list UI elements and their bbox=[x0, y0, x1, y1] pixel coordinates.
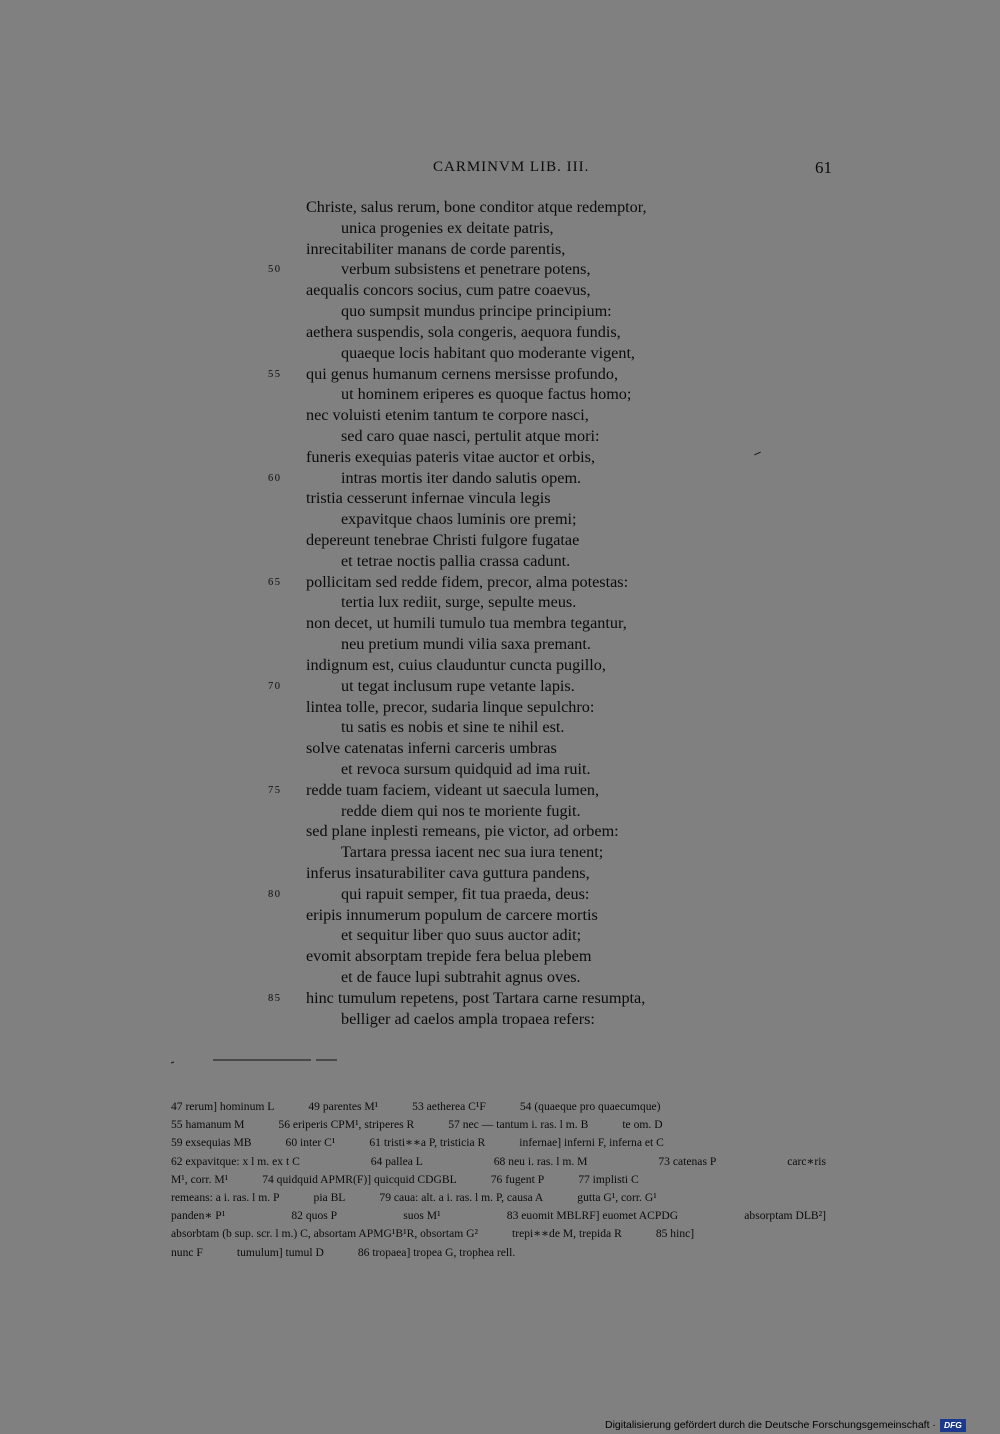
verse-line bbox=[0, 925, 1000, 946]
verse-text: expavitque chaos luminis ore premi; bbox=[341, 510, 577, 529]
apparatus-line bbox=[171, 1134, 831, 1152]
verse-text: solve catenatas inferni carceris umbras bbox=[306, 739, 557, 758]
verse-text: redde diem qui nos te moriente fugit. bbox=[341, 801, 581, 820]
apparatus-entry: 49 parentes M¹ bbox=[308, 1100, 379, 1113]
apparatus-entry: pia BL bbox=[313, 1190, 346, 1204]
apparatus-entry: suos M¹ bbox=[403, 1209, 441, 1223]
verse-text: tristia cesserunt infernae vincula legis bbox=[306, 489, 551, 508]
verse-text: ut tegat inclusum rupe vetante lapis. bbox=[341, 676, 575, 695]
verse-text: verbum subsistens et penetrare potens, bbox=[341, 260, 591, 279]
verse-text: Tartara pressa iacent nec sua iura tenent; bbox=[341, 843, 604, 862]
verse-text: quaeque locis habitant quo moderante vigent, bbox=[341, 343, 635, 362]
verse-text: pollicitam sed redde fidem, precor, alma potestas: bbox=[306, 572, 629, 591]
apparatus-line bbox=[171, 1171, 831, 1189]
verse-line bbox=[0, 197, 1000, 218]
verse-line bbox=[0, 676, 1000, 697]
verse-line bbox=[0, 592, 1000, 613]
verse-text: neu pretium mundi vilia saxa premant. bbox=[341, 635, 591, 654]
verse-text: unica progenies ex deitate patris, bbox=[341, 218, 554, 237]
verse-text: eripis innumerum populum de carcere mortis bbox=[306, 905, 598, 924]
line-number: 75 bbox=[268, 784, 282, 796]
verse-line bbox=[0, 946, 1000, 967]
verse-line bbox=[0, 655, 1000, 676]
verse-line bbox=[0, 697, 1000, 718]
verse-text: nec voluisti etenim tantum te corpore nasci, bbox=[306, 406, 589, 425]
apparatus-line bbox=[171, 1098, 831, 1116]
verse-text: et tetrae noctis pallia crassa cadunt. bbox=[341, 551, 571, 570]
verse-line bbox=[0, 801, 1000, 822]
apparatus-entry: 57 nec — tantum i. ras. l m. B bbox=[448, 1118, 589, 1132]
verse-text: redde tuam faciem, videant ut saecula lumen, bbox=[306, 780, 600, 799]
verse-line bbox=[0, 301, 1000, 322]
apparatus-entry: absorbtam (b sup. scr. l m.) C, absortam APMG¹B¹R, obsortam G² bbox=[171, 1227, 479, 1241]
apparatus-entry: 56 eriperis CPM¹, striperes R bbox=[278, 1118, 415, 1132]
apparatus-line bbox=[171, 1244, 831, 1262]
verse-line bbox=[0, 509, 1000, 530]
apparatus-entry: 82 quos P bbox=[291, 1209, 338, 1223]
verse-text: Christe, salus rerum, bone conditor atque redemptor, bbox=[306, 198, 647, 216]
verse-text: aequalis concors socius, cum patre coaevus, bbox=[306, 281, 591, 300]
verse-line bbox=[0, 322, 1000, 343]
verse-line bbox=[0, 738, 1000, 759]
verse-line bbox=[0, 634, 1000, 655]
verse-line bbox=[0, 239, 1000, 260]
apparatus-line bbox=[171, 1207, 831, 1225]
verse-line bbox=[0, 551, 1000, 572]
verse-line bbox=[0, 967, 1000, 988]
verse-line bbox=[0, 530, 1000, 551]
apparatus-entry: 76 fugent P bbox=[490, 1172, 545, 1186]
verse-text: quo sumpsit mundus principe principium: bbox=[341, 302, 612, 321]
verse-line bbox=[0, 905, 1000, 926]
line-number: 55 bbox=[268, 368, 282, 380]
verse-line bbox=[0, 405, 1000, 426]
verse-line bbox=[0, 842, 1000, 863]
verse-line bbox=[0, 218, 1000, 239]
verse-line bbox=[0, 717, 1000, 738]
line-number: 50 bbox=[268, 264, 282, 276]
verse-text: inferus insaturabiliter cava guttura pandens, bbox=[306, 864, 590, 882]
verse-text: et revoca sursum quidquid ad ima ruit. bbox=[341, 759, 591, 778]
verse-text: indignum est, cuius clauduntur cuncta pugillo, bbox=[306, 655, 606, 674]
apparatus-entry: 74 quidquid APMR(F)] quicquid CDGBL bbox=[262, 1172, 457, 1186]
apparatus-entry: 54 (quaeque pro quaecumque) bbox=[519, 1100, 661, 1113]
apparatus-entry: 62 expavitque: x l m. ex t C bbox=[171, 1154, 300, 1168]
apparatus-entry: 64 pallea L bbox=[370, 1154, 423, 1168]
apparatus-line bbox=[171, 1189, 831, 1207]
verse-text: lintea tolle, precor, sudaria linque sepulchro: bbox=[306, 697, 595, 716]
apparatus-entry: 79 caua: alt. a i. ras. l m. P, causa A bbox=[379, 1190, 544, 1204]
running-header: CARMINVM LIB. III. bbox=[433, 159, 590, 175]
apparatus-entry: gutta G¹, corr. G¹ bbox=[577, 1190, 657, 1204]
verse-text: sed plane inplesti remeans, pie victor, ad orbem: bbox=[306, 822, 619, 841]
verse-line bbox=[0, 821, 1000, 842]
verse-text: evomit absorptam trepide fera belua plebem bbox=[306, 947, 592, 966]
apparatus-entry: M¹, corr. M¹ bbox=[171, 1172, 229, 1186]
verse-line bbox=[0, 884, 1000, 905]
apparatus-entry: infernae] inferni F, inferna et C bbox=[519, 1136, 664, 1150]
apparatus-entry: tumulum] tumul D bbox=[236, 1245, 324, 1259]
verse-line bbox=[0, 863, 1000, 884]
verse-line bbox=[0, 447, 1000, 468]
apparatus-entry: 61 tristi∗∗a P, tristicia R bbox=[369, 1136, 486, 1150]
apparatus-entry: 73 catenas P bbox=[658, 1154, 717, 1168]
verse-line bbox=[0, 1009, 1000, 1030]
apparatus-entry: 83 euomit MBLRF] euomet ACPDG bbox=[506, 1209, 679, 1223]
apparatus-entry: te om. D bbox=[622, 1118, 663, 1132]
verse-text: depereunt tenebrae Christi fulgore fugatae bbox=[306, 531, 580, 549]
verse-line bbox=[0, 426, 1000, 447]
apparatus-entry: remeans: a i. ras. l m. P bbox=[171, 1190, 280, 1204]
verse-line bbox=[0, 613, 1000, 634]
verse-line bbox=[0, 343, 1000, 364]
verse-line bbox=[0, 572, 1000, 593]
footer-text: Digitalisierung gefördert durch die Deutsche Forschungsgemeinschaft · bbox=[605, 1419, 936, 1431]
verse-text: inrecitabiliter manans de corde parentis, bbox=[306, 239, 566, 258]
verse-text: tu satis es nobis et sine te nihil est. bbox=[341, 718, 565, 737]
footer-credit bbox=[605, 1418, 966, 1432]
verse-line bbox=[0, 759, 1000, 780]
verse-text: hinc tumulum repetens, post Tartara carne resumpta, bbox=[306, 988, 646, 1007]
apparatus-entry: absorptam DLB²] bbox=[744, 1209, 826, 1223]
line-number: 60 bbox=[268, 472, 282, 484]
verse-text: belliger ad caelos ampla tropaea refers: bbox=[341, 1009, 595, 1028]
verse-text: funeris exequias pateris vitae auctor et orbis, bbox=[306, 447, 596, 466]
apparatus-entry: 85 hinc] bbox=[655, 1227, 695, 1241]
apparatus-entry: 86 tropaea] tropea G, trophea rell. bbox=[357, 1245, 516, 1259]
footnote-separator bbox=[171, 1057, 338, 1065]
verse-line bbox=[0, 280, 1000, 301]
separator-dash bbox=[171, 1062, 174, 1063]
verse-text: sed caro quae nasci, pertulit atque mori: bbox=[341, 426, 600, 445]
poem-text bbox=[0, 197, 1000, 1030]
verse-text: et de fauce lupi subtrahit agnus oves. bbox=[341, 968, 581, 987]
apparatus-entry: 68 neu i. ras. l m. M bbox=[493, 1154, 588, 1168]
verse-text: tertia lux rediit, surge, sepulte meus. bbox=[341, 593, 577, 612]
verse-text: aethera suspendis, sola congeris, aequora fundis, bbox=[306, 322, 621, 341]
verse-line bbox=[0, 468, 1000, 489]
apparatus-line bbox=[171, 1225, 831, 1243]
page-number: 61 bbox=[815, 158, 832, 177]
verse-line bbox=[0, 488, 1000, 509]
verse-line bbox=[0, 384, 1000, 405]
verse-text: qui genus humanum cernens mersisse profundo, bbox=[306, 364, 618, 383]
apparatus-entry: 60 inter C¹ bbox=[285, 1136, 336, 1150]
verse-line bbox=[0, 364, 1000, 385]
apparatus-line bbox=[171, 1153, 831, 1171]
apparatus-entry: 55 hamanum M bbox=[171, 1118, 245, 1132]
line-number: 70 bbox=[268, 680, 282, 692]
dfg-logo: DFG bbox=[940, 1419, 966, 1432]
verse-text: intras mortis iter dando salutis opem. bbox=[341, 468, 582, 487]
critical-apparatus bbox=[171, 1098, 831, 1262]
apparatus-entry: nunc F bbox=[171, 1245, 203, 1259]
apparatus-entry: trepi∗∗de M, trepida R bbox=[512, 1227, 622, 1241]
line-number: 85 bbox=[268, 992, 282, 1004]
line-number: 65 bbox=[268, 576, 282, 588]
apparatus-entry: 47 rerum] hominum L bbox=[171, 1100, 275, 1113]
verse-text: non decet, ut humili tumulo tua membra tegantur, bbox=[306, 614, 627, 633]
apparatus-entry: 59 exsequias MB bbox=[171, 1136, 252, 1150]
verse-text: et sequitur liber quo suus auctor adit; bbox=[341, 926, 582, 945]
verse-line bbox=[0, 988, 1000, 1009]
verse-text: qui rapuit semper, fit tua praeda, deus: bbox=[341, 884, 590, 903]
apparatus-entry: 53 aetherea C¹F bbox=[412, 1100, 486, 1113]
apparatus-entry: 77 implisti C bbox=[578, 1172, 639, 1186]
apparatus-entry: carc∗ris bbox=[787, 1154, 826, 1168]
verse-line bbox=[0, 780, 1000, 801]
apparatus-line bbox=[171, 1116, 831, 1134]
apparatus-entry: panden∗ P¹ bbox=[171, 1209, 226, 1223]
line-number: 80 bbox=[268, 888, 282, 900]
verse-text: ut hominem eriperes es quoque factus homo; bbox=[341, 385, 632, 404]
verse-line bbox=[0, 259, 1000, 280]
